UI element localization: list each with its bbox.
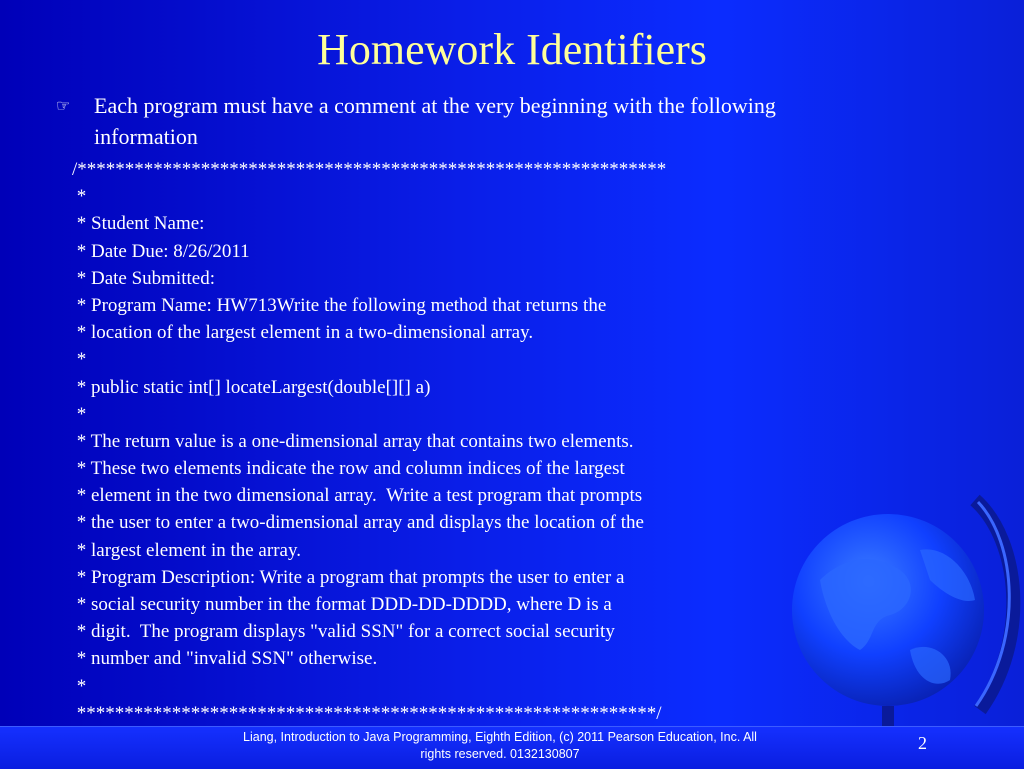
code-line: * — [72, 403, 87, 425]
code-line: *************************************************************/ — [72, 702, 662, 724]
code-line: * Student Name: — [72, 213, 205, 235]
footer-line-2: rights reserved. 0132130807 — [420, 747, 580, 761]
slide-title: Homework Identifiers — [317, 25, 707, 74]
bullet-text-line-2: information — [94, 124, 198, 149]
code-line: * — [72, 349, 87, 371]
code-line: * Program Name: HW713Write the following method that returns the — [72, 294, 607, 316]
code-line: * largest element in the array. — [72, 539, 301, 561]
code-line: * Date Due: 8/26/2011 — [72, 240, 250, 262]
code-line: * location of the largest element in a two-dimensional array. — [72, 322, 534, 344]
globe-icon — [780, 490, 1024, 740]
bullet-text — [94, 90, 776, 152]
pointing-hand-icon: ☞ — [56, 98, 71, 115]
code-line: * Date Submitted: — [72, 267, 216, 289]
code-line: * — [72, 186, 87, 208]
bullet-text-line-1: Each program must have a comment at the very beginning with the following — [94, 93, 776, 118]
code-comment-block — [72, 156, 792, 727]
code-line: * These two elements indicate the row and column indices of the largest — [72, 458, 625, 480]
code-line: * social security number in the format DDD-DD-DDDD, where D is a — [72, 594, 612, 615]
code-line: * number and "invalid SSN" otherwise. — [72, 648, 378, 670]
page-number: 2 — [918, 733, 927, 753]
footer-bar — [0, 726, 1024, 769]
code-line: * The return value is a one-dimensional array that contains two elements. — [72, 430, 634, 452]
code-line: * public static int[] locateLargest(double[][] a) — [72, 376, 431, 398]
footer-copyright — [200, 729, 800, 763]
code-line: /************************************************************** — [72, 159, 667, 180]
footer-line-1: Liang, Introduction to Java Programming, Eighth Edition, (c) 2011 Pearson Education, Inc. All — [243, 730, 757, 744]
code-line: * Program Description: Write a program that prompts the user to enter a — [72, 566, 625, 588]
bullet-item — [56, 90, 916, 152]
code-line: * element in the two dimensional array. Write a test program that prompts — [72, 485, 643, 507]
code-line: * the user to enter a two-dimensional array and displays the location of the — [72, 512, 644, 534]
code-line: * digit. The program displays "valid SSN" for a correct social security — [72, 621, 615, 643]
code-line: * — [72, 675, 87, 697]
